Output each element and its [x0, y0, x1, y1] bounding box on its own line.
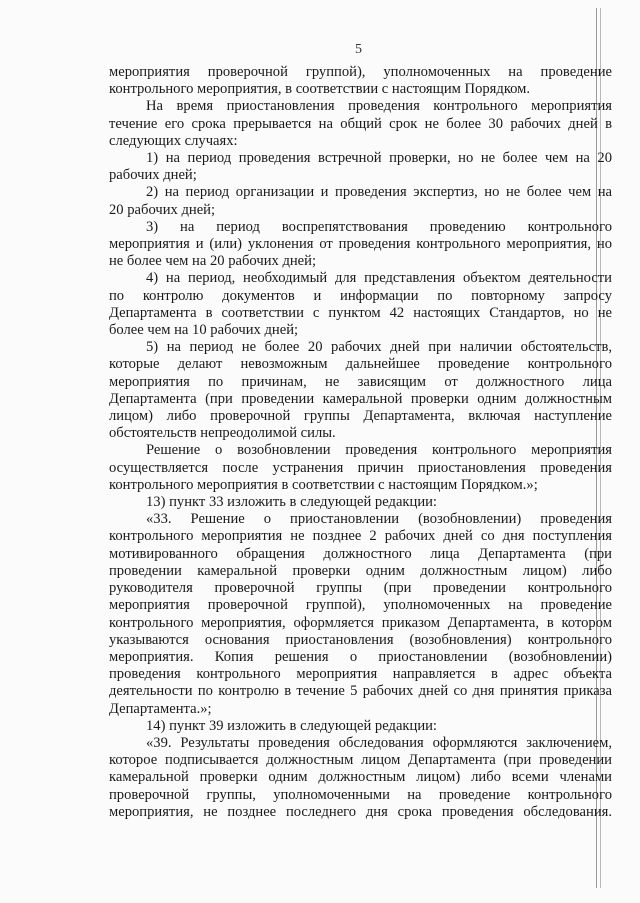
- text-line: камеральной проверки одним должностным лицом) либо всеми членами: [109, 769, 612, 786]
- text-line: мероприятия проверочной группой), уполномоченных на проведение: [109, 597, 612, 614]
- text-line: более чем на 10 рабочих дней;: [109, 322, 299, 339]
- text-line: Решение о возобновлении проведения контрольного мероприятия: [146, 442, 612, 459]
- page-number: 5: [355, 42, 362, 57]
- text-line: лицом) либо проверочной группы Департамента, включая наступление: [109, 408, 612, 425]
- text-line: не более чем на 20 рабочих дней;: [109, 253, 317, 270]
- text-line: по контролю документов и информации по повторному запросу: [109, 287, 612, 304]
- text-line: которое подписывается должностным лицом Департамента (при проведении: [109, 752, 612, 769]
- text-line: указываются основания приостановления (возобновления) контрольного: [109, 631, 612, 648]
- text-line: 1) на период проведения встречной проверки, но не более чем на 20: [146, 150, 612, 167]
- text-line: Департамента (при проведении камеральной проверки одним должностным: [109, 390, 612, 407]
- text-line: обстоятельств непреодолимой силы.: [109, 425, 336, 442]
- text-line: которые делают невозможным дальнейшее проведение контрольного: [109, 356, 612, 373]
- text-line: контрольного мероприятия в соответствии с настоящим Порядком.»;: [109, 476, 538, 493]
- text-line: контрольного мероприятия не позднее 2 рабочих дней со дня поступления: [109, 528, 612, 545]
- text-line: проведения контрольного мероприятия направляется в адрес объекта: [109, 666, 612, 683]
- text-line: проведении камеральной проверки одним должностным лицом) либо: [109, 562, 612, 579]
- text-line: течение его срока прерывается на общий срок не более 30 рабочих дней в: [109, 115, 612, 132]
- document-body: [109, 64, 612, 821]
- text-line: 2) на период организации и проведения экспертиз, но не более чем на: [146, 184, 612, 201]
- text-line: «33. Решение о приостановлении (возобновлении) проведения: [146, 511, 612, 528]
- text-line: 3) на период воспрепятствования проведению контрольного: [146, 218, 612, 235]
- text-line: «39. Результаты проведения обследования оформляются заключением,: [146, 734, 612, 751]
- text-line: 14) пункт 39 изложить в следующей редакции:: [146, 717, 437, 734]
- text-line: руководителя проверочной группы (при проведении контрольного: [109, 580, 612, 597]
- text-line: 4) на период, необходимый для представления объектом деятельности: [146, 270, 612, 287]
- text-line: мероприятия и (или) уклонения от проведения контрольного мероприятия, но: [109, 236, 612, 253]
- text-line: контрольного мероприятия, оформляется приказом Департамента, в котором: [109, 614, 612, 631]
- text-line: мероприятия, не позднее последнего дня срока проведения обследования.: [109, 803, 612, 820]
- text-line: 20 рабочих дней;: [109, 201, 216, 218]
- text-line: 5) на период не более 20 рабочих дней при наличии обстоятельств,: [146, 339, 612, 356]
- text-line: мероприятия. Копия решения о приостановлении (возобновлении): [109, 648, 612, 665]
- text-line: рабочих дней;: [109, 167, 197, 184]
- text-line: деятельности по контролю в течение 5 рабочих дней со дня принятия приказа: [109, 683, 612, 700]
- text-line: Департамента в соответствии с пунктом 42 настоящих Стандартов, но не: [109, 304, 612, 321]
- text-line: следующих случаях:: [109, 132, 238, 149]
- text-line: 13) пункт 33 изложить в следующей редакции:: [146, 494, 437, 511]
- text-line: проверочной группы, уполномоченными на проведение контрольного: [109, 786, 612, 803]
- text-line: мероприятия проверочной группой), уполномоченных на проведение: [109, 64, 612, 80]
- text-line: На время приостановления проведения контрольного мероприятия: [146, 98, 612, 115]
- text-line: контрольного мероприятия, в соответствии с настоящим Порядком.: [109, 81, 531, 98]
- text-line: осуществляется после устранения причин приостановления проведения: [109, 459, 612, 476]
- text-line: мероприятия по причинам, не зависящим от должностного лица: [109, 373, 612, 390]
- text-line: Департамента.»;: [109, 700, 212, 717]
- text-line: мотивированного обращения должностного лица Департамента (при: [109, 545, 612, 562]
